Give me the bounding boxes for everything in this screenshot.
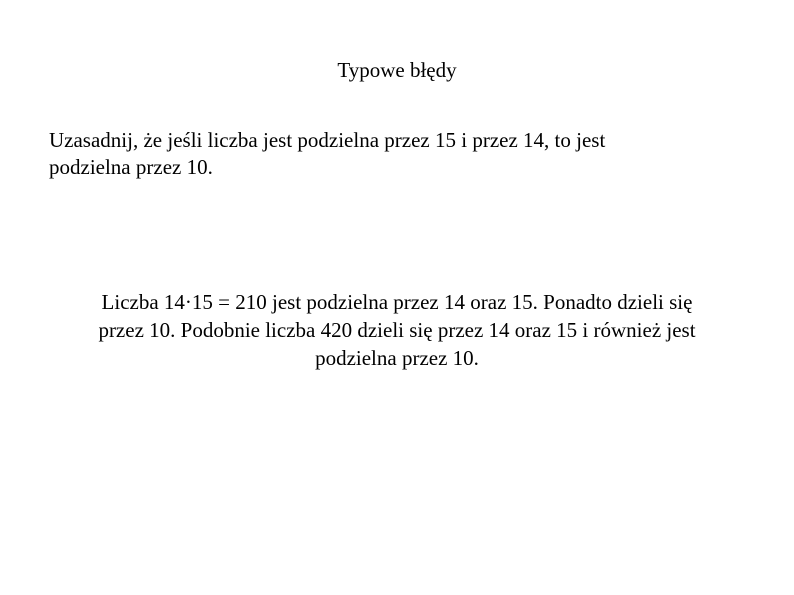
task-line-1: Uzasadnij, że jeśli liczba jest podzielna przez 15 i przez 14, to jest: [49, 128, 606, 152]
slide-title: Typowe błędy: [337, 58, 457, 82]
answer-line-1: Liczba 14·15 = 210 jest podzielna przez 14 oraz 15. Ponadto dzieli się: [101, 290, 693, 314]
answer-text: [30, 288, 764, 372]
answer-line-2: przez 10. Podobnie liczba 420 dzieli się przez 14 oraz 15 i również jest: [98, 318, 696, 342]
answer-line-3: podzielna przez 10.: [315, 346, 479, 370]
task-line-2: podzielna przez 10.: [49, 155, 213, 179]
task-statement: [49, 127, 749, 181]
